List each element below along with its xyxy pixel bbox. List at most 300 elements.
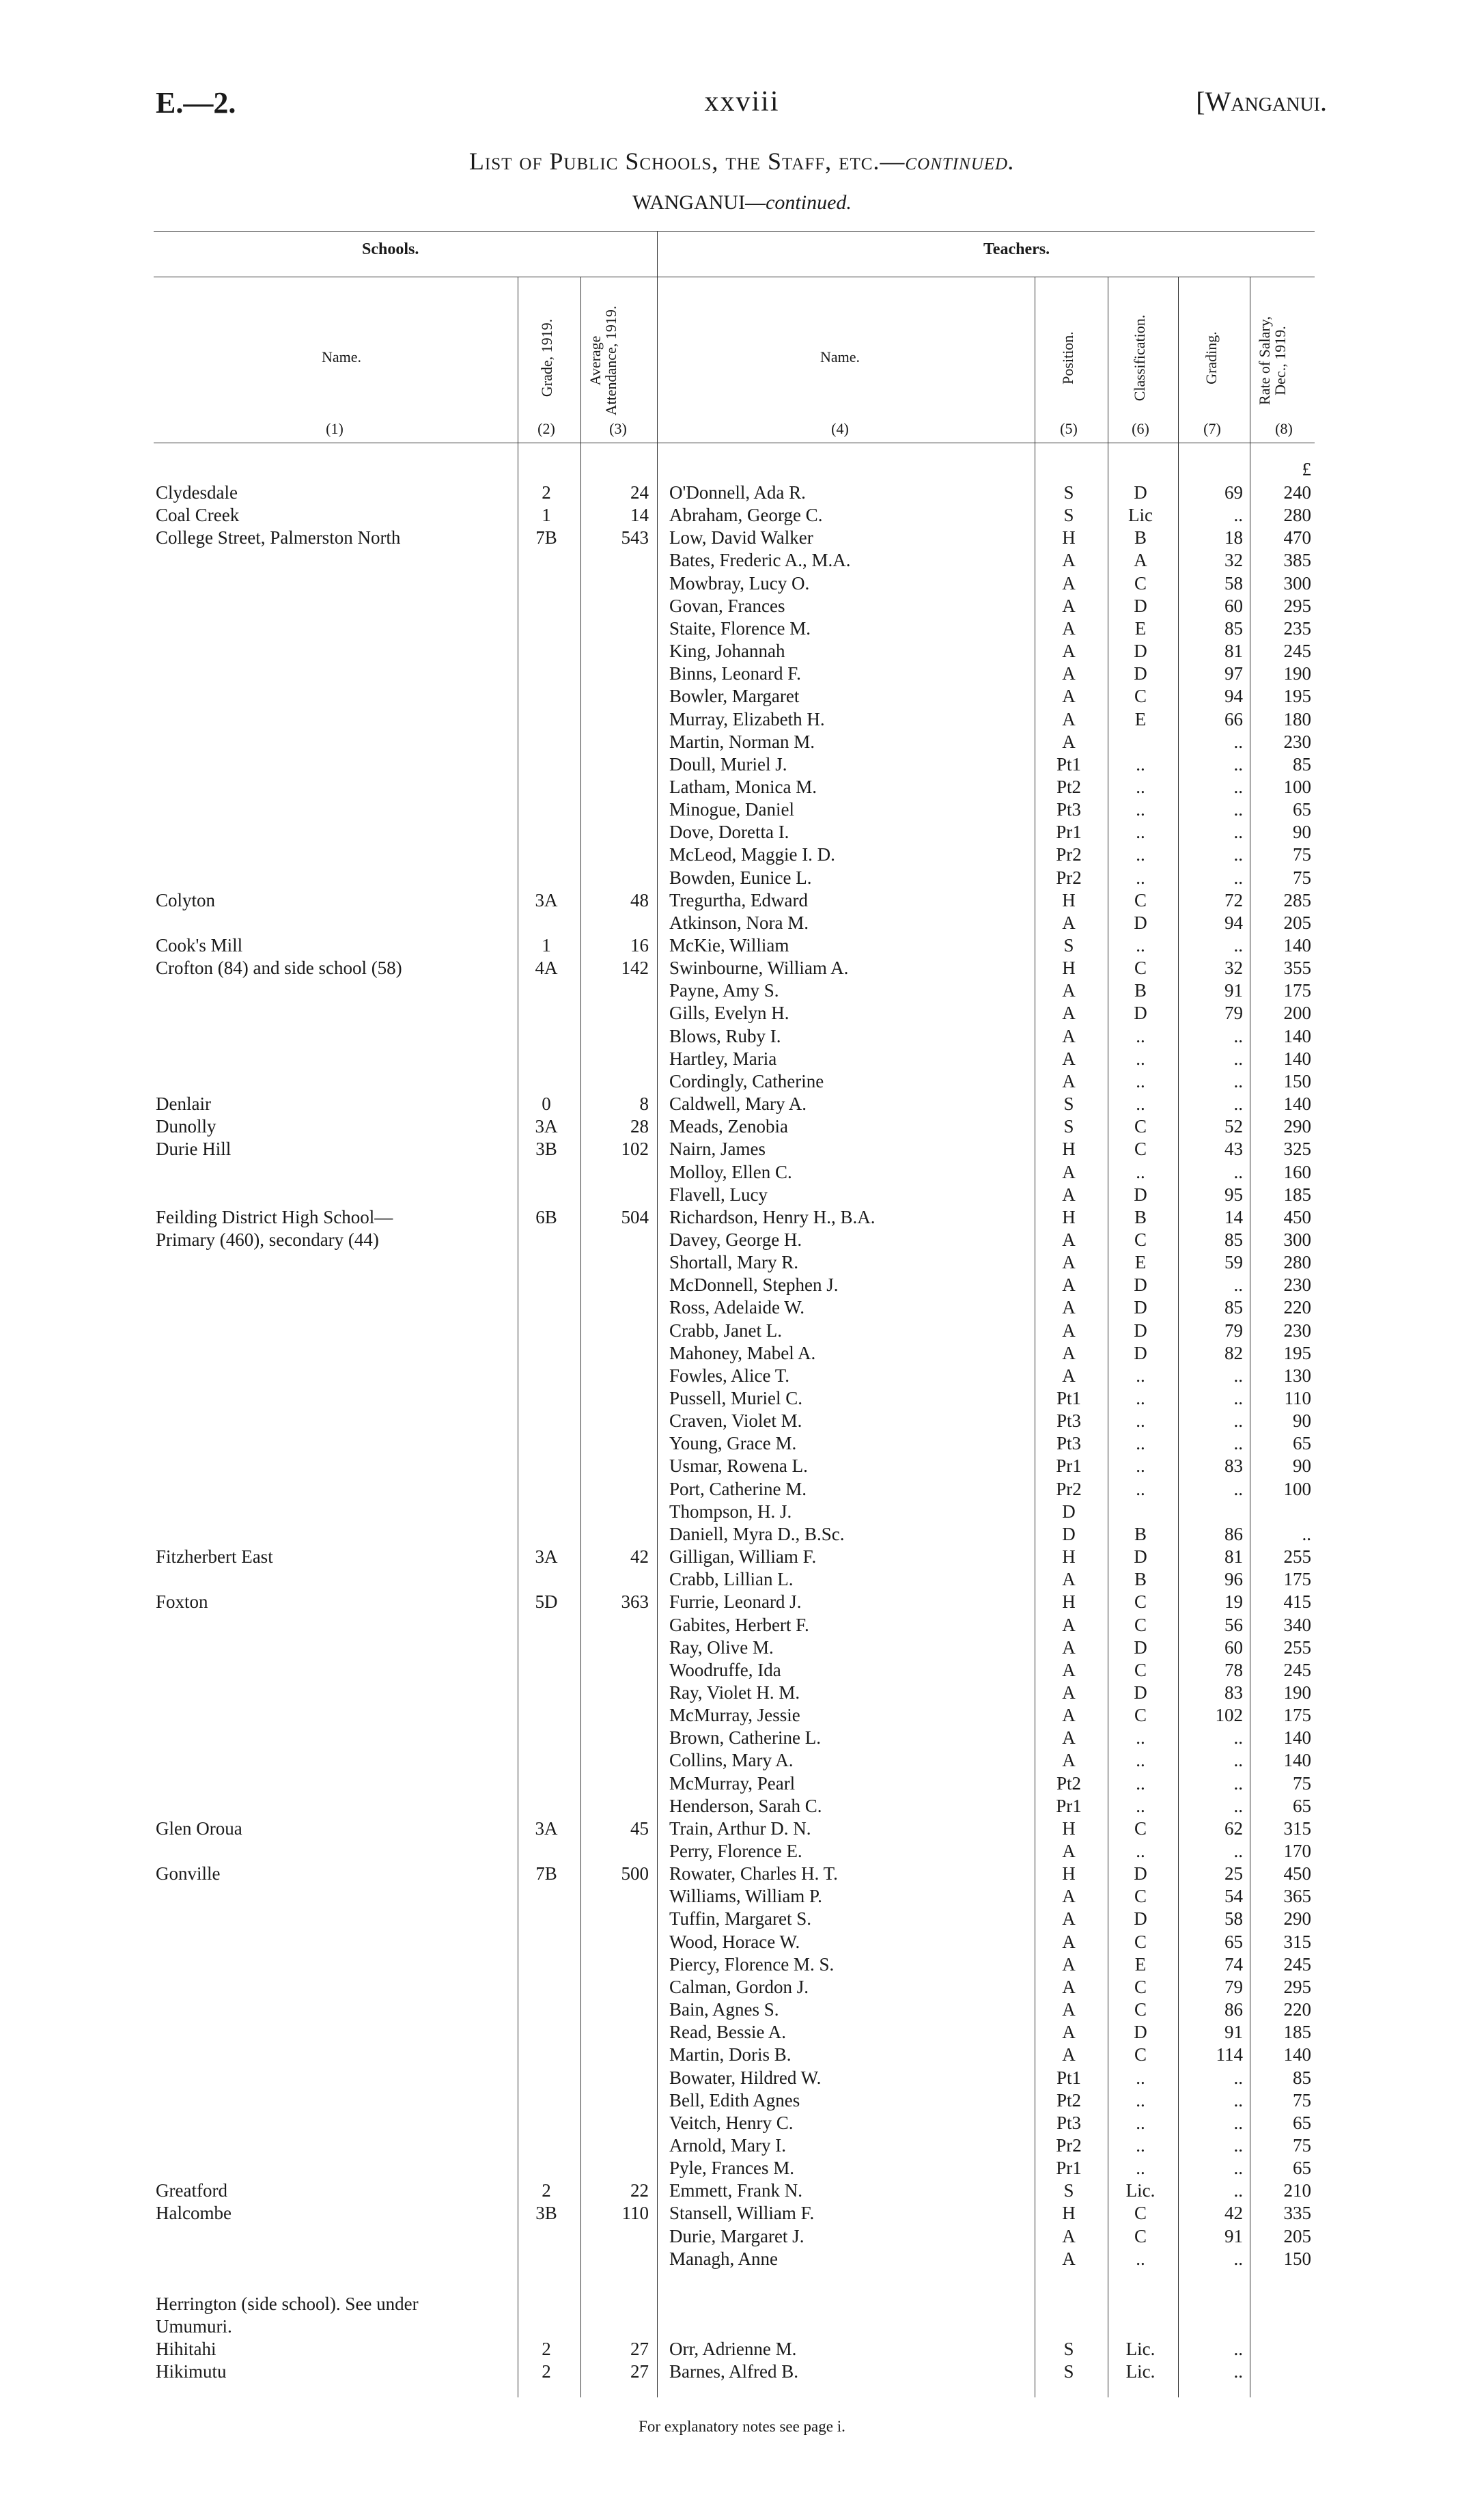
teacher-classification: D	[1134, 482, 1147, 503]
teacher-grading: ..	[1233, 2067, 1243, 2088]
teacher-salary: 65	[1293, 2158, 1311, 2179]
school-name: Hihitahi	[156, 2339, 216, 2360]
teacher-salary: 245	[1283, 1953, 1311, 1975]
table-row	[0, 776, 1484, 798]
teacher-name: Brown, Catherine L.	[669, 1727, 821, 1749]
teacher-grading: 66	[1224, 708, 1243, 729]
table-row	[0, 753, 1484, 776]
teacher-name: Crabb, Lillian L.	[669, 1569, 794, 1590]
teacher-position: A	[1062, 1931, 1076, 1952]
teacher-salary: 75	[1293, 1772, 1311, 1794]
table-row	[0, 1342, 1484, 1365]
teacher-name: Usmar, Rowena L.	[669, 1456, 808, 1477]
teacher-classification: B	[1134, 1569, 1147, 1590]
teacher-classification: D	[1134, 1003, 1147, 1024]
teacher-classification: C	[1134, 572, 1147, 594]
teacher-name: Swinbourne, William A.	[669, 958, 849, 979]
school-name: Hikimutu	[156, 2361, 227, 2382]
teacher-grading: 91	[1224, 2225, 1243, 2246]
teacher-name: Ray, Olive M.	[669, 1637, 774, 1658]
table-row	[0, 1251, 1484, 1274]
table-row	[0, 979, 1484, 1002]
teacher-name: Mowbray, Lucy O.	[669, 572, 810, 594]
teacher-position: H	[1062, 2203, 1076, 2224]
school-grade: 0	[542, 1094, 551, 1115]
table-row	[0, 2248, 1484, 2270]
teacher-classification: D	[1134, 1275, 1147, 1296]
teacher-name: Ray, Violet H. M.	[669, 1682, 800, 1703]
school-attendance: 110	[621, 2203, 649, 2224]
school-attendance: 24	[630, 482, 649, 503]
table-row	[0, 1025, 1484, 1048]
teacher-name: Bell, Edith Agnes	[669, 2089, 800, 2111]
school-grade: 3A	[535, 1546, 558, 1568]
teacher-grading: ..	[1233, 935, 1243, 956]
teacher-name: Rowater, Charles H. T.	[669, 1863, 838, 1884]
teacher-grading: ..	[1233, 1365, 1243, 1386]
table-row	[0, 1455, 1484, 1477]
teacher-grading: ..	[1233, 867, 1243, 888]
teacher-salary: 170	[1283, 1841, 1311, 1861]
teacher-position: Pr1	[1056, 1456, 1082, 1477]
teacher-name: Bates, Frederic A., M.A.	[669, 550, 851, 571]
teacher-salary: 65	[1293, 2112, 1311, 2133]
teacher-name: Gabites, Herbert F.	[669, 1614, 809, 1635]
teacher-classification: Lic.	[1125, 2361, 1156, 2382]
teacher-position: A	[1062, 1637, 1076, 1658]
teacher-grading: 69	[1224, 482, 1243, 503]
teacher-position: A	[1062, 1682, 1076, 1703]
teacher-classification: ..	[1136, 1070, 1145, 1091]
teacher-grading: ..	[1233, 1388, 1243, 1408]
teacher-classification: ..	[1136, 1433, 1145, 1454]
school-attendance: 363	[621, 1591, 649, 1613]
teacher-position: S	[1063, 482, 1074, 503]
teacher-position: Pr1	[1056, 1795, 1082, 1816]
teacher-grading: 60	[1224, 1637, 1243, 1658]
teacher-salary: 185	[1283, 2022, 1311, 2043]
teacher-classification: C	[1134, 1931, 1147, 1952]
teacher-classification: ..	[1136, 1048, 1145, 1069]
school-attendance: 504	[621, 1206, 649, 1227]
teacher-position: A	[1062, 1705, 1076, 1726]
teacher-position: Pr2	[1056, 867, 1082, 888]
school-name: Denlair	[156, 1094, 211, 1115]
teacher-classification: ..	[1136, 799, 1145, 820]
teacher-salary: 110	[1284, 1388, 1311, 1408]
teacher-salary: 200	[1283, 1003, 1311, 1024]
teacher-position: A	[1062, 2248, 1076, 2269]
teacher-name: Blows, Ruby I.	[669, 1025, 781, 1046]
table-row	[0, 1296, 1484, 1319]
page-code: E.—2.	[156, 86, 236, 120]
table-row	[0, 1614, 1484, 1637]
teacher-position: Pt1	[1056, 753, 1082, 775]
teacher-classification: ..	[1136, 844, 1145, 865]
teacher-name: Pussell, Muriel C.	[669, 1388, 803, 1408]
teacher-salary: 245	[1283, 1659, 1311, 1680]
teacher-position: A	[1062, 1252, 1076, 1273]
teacher-salary: 220	[1283, 1999, 1311, 2020]
teacher-position: Pr1	[1056, 2158, 1082, 2179]
teacher-name: Shortall, Mary R.	[669, 1252, 798, 1273]
teacher-grading: 91	[1224, 2022, 1243, 2043]
teacher-classification: ..	[1136, 1365, 1145, 1386]
teacher-classification: D	[1134, 1682, 1147, 1703]
teacher-classification: ..	[1136, 753, 1145, 775]
table-row	[0, 1998, 1484, 2021]
school-attendance: 28	[630, 1116, 649, 1137]
table-row	[0, 663, 1484, 685]
teacher-salary: 90	[1293, 1456, 1311, 1477]
table-row	[0, 1070, 1484, 1093]
table-row	[0, 934, 1484, 957]
teacher-grading: 96	[1224, 1569, 1243, 1590]
teacher-salary: 190	[1283, 1682, 1311, 1703]
table-row	[0, 2044, 1484, 2066]
teacher-classification: C	[1134, 2203, 1147, 2224]
teacher-salary: 450	[1283, 1206, 1311, 1227]
teacher-classification: Lic.	[1125, 2339, 1156, 2360]
teacher-classification: ..	[1136, 1410, 1145, 1432]
teacher-name: O'Donnell, Ada R.	[669, 482, 806, 503]
teacher-salary: 140	[1283, 2044, 1311, 2065]
teacher-name: Daniell, Myra D., B.Sc.	[669, 1523, 845, 1544]
teacher-salary: 355	[1283, 958, 1311, 979]
school-name: Coal Creek	[156, 505, 240, 526]
school-grade: 3A	[535, 1817, 558, 1839]
teacher-salary: 85	[1293, 2067, 1311, 2088]
teacher-classification: D	[1134, 1546, 1147, 1568]
table-row	[0, 1410, 1484, 1432]
teacher-salary: 205	[1283, 912, 1311, 933]
teacher-classification: C	[1134, 889, 1147, 910]
teacher-grading: 18	[1224, 527, 1243, 548]
teacher-salary: 65	[1293, 1795, 1311, 1816]
teacher-classification: E	[1134, 617, 1147, 639]
teacher-grading: ..	[1233, 1410, 1243, 1432]
teacher-classification: D	[1134, 641, 1147, 662]
teacher-salary: 75	[1293, 844, 1311, 865]
teacher-name: Stansell, William F.	[669, 2203, 815, 2224]
teacher-position: S	[1063, 935, 1074, 956]
teacher-position: A	[1062, 731, 1076, 752]
school-name: Glen Oroua	[156, 1817, 242, 1839]
teacher-position: D	[1062, 1523, 1076, 1544]
teacher-salary: 205	[1283, 2225, 1311, 2246]
col-num-5: (5)	[1060, 420, 1078, 437]
teacher-name: Henderson, Sarah C.	[669, 1795, 822, 1816]
teacher-position: Pt3	[1056, 2112, 1082, 2133]
teacher-salary: 140	[1283, 1048, 1311, 1069]
teacher-position: A	[1062, 1003, 1076, 1024]
teacher-position: A	[1062, 2225, 1076, 2246]
teacher-position: S	[1063, 2180, 1074, 2201]
teacher-classification: D	[1134, 663, 1147, 684]
table-row	[0, 685, 1484, 708]
teacher-grading: ..	[1233, 1795, 1243, 1816]
teacher-position: A	[1062, 1999, 1076, 2020]
teacher-grading: ..	[1233, 753, 1243, 775]
teacher-grading: 14	[1224, 1206, 1243, 1227]
classification-header: Classification.	[1131, 314, 1148, 402]
teacher-name: Furrie, Leonard J.	[669, 1591, 802, 1613]
teacher-name: Tregurtha, Edward	[669, 889, 808, 910]
teacher-grading: 86	[1224, 1999, 1243, 2020]
school-grade: 1	[542, 505, 551, 526]
school-name: College Street, Palmerston North	[156, 527, 401, 548]
teacher-name: Flavell, Lucy	[669, 1184, 768, 1205]
teacher-name: Read, Bessie A.	[669, 2022, 786, 2043]
table-row	[0, 1908, 1484, 1930]
teacher-grading: 56	[1224, 1614, 1243, 1635]
teacher-position: A	[1062, 1161, 1076, 1182]
teacher-position: Pt2	[1056, 2089, 1082, 2111]
table-row	[0, 1682, 1484, 1704]
teacher-classification: C	[1134, 1999, 1147, 2020]
school-grade: 3A	[535, 1116, 558, 1137]
teacher-classification: C	[1134, 1886, 1147, 1907]
school-grade: 7B	[535, 1863, 557, 1884]
teacher-salary: 160	[1283, 1161, 1311, 1182]
teacher-name: Woodruffe, Ida	[669, 1659, 781, 1680]
grading-header: Grading.	[1203, 331, 1220, 385]
teacher-salary: 100	[1283, 1478, 1311, 1499]
teacher-salary: 65	[1293, 799, 1311, 820]
school-grade: 6B	[535, 1206, 557, 1227]
table-row	[0, 2112, 1484, 2134]
teacher-position: H	[1062, 1817, 1076, 1839]
teacher-name: Bowater, Hildred W.	[669, 2067, 822, 2088]
teacher-name: Dove, Doretta I.	[669, 822, 789, 843]
school-attendance: 42	[630, 1546, 649, 1568]
table-row	[0, 1795, 1484, 1817]
table-row	[0, 2179, 1484, 2202]
teacher-position: A	[1062, 1841, 1076, 1861]
table-row	[0, 2225, 1484, 2248]
teacher-salary: 450	[1283, 1863, 1311, 1884]
table-row	[0, 1637, 1484, 1659]
teacher-classification: C	[1134, 1116, 1147, 1137]
school-name: Cook's Mill	[156, 935, 243, 956]
teacher-salary: 100	[1283, 776, 1311, 797]
table-row	[0, 2089, 1484, 2112]
teacher-position: A	[1062, 912, 1076, 933]
teacher-name: King, Johannah	[669, 641, 785, 662]
school-name: Crofton (84) and side school (58)	[156, 958, 402, 979]
col-num-2: (2)	[537, 420, 555, 437]
teacher-name: Williams, William P.	[669, 1886, 822, 1907]
teacher-grading: ..	[1233, 2180, 1243, 2201]
teacher-classification: D	[1134, 1184, 1147, 1205]
teacher-salary: 290	[1283, 1908, 1311, 1930]
teacher-classification: C	[1134, 2225, 1147, 2246]
teacher-salary: 175	[1283, 980, 1311, 1001]
teacher-name: Caldwell, Mary A.	[669, 1094, 807, 1115]
teacher-position: A	[1062, 1320, 1076, 1341]
teacher-grading: ..	[1233, 1727, 1243, 1749]
teacher-grading: 79	[1224, 1976, 1243, 1997]
teachers-group-header: Teachers.	[983, 240, 1050, 258]
teacher-position: H	[1062, 1206, 1076, 1227]
teacher-grading: ..	[1233, 844, 1243, 865]
teacher-salary: 255	[1283, 1637, 1311, 1658]
teacher-name: Collins, Mary A.	[669, 1750, 794, 1771]
teacher-position: Pt1	[1056, 2067, 1082, 2088]
teacher-salary: 175	[1283, 1569, 1311, 1590]
teacher-position: A	[1062, 1953, 1076, 1975]
teacher-name: Nairn, James	[669, 1139, 766, 1160]
teacher-name: Ross, Adelaide W.	[669, 1297, 805, 1318]
teacher-name: Meads, Zenobia	[669, 1116, 788, 1137]
teacher-classification: A	[1134, 550, 1147, 571]
attendance-header: Average Attendance, 1919.	[587, 305, 620, 416]
teacher-classification: C	[1134, 1817, 1147, 1839]
teacher-classification: D	[1134, 1297, 1147, 1318]
teacher-classification: E	[1134, 708, 1147, 729]
table-row	[0, 708, 1484, 731]
teacher-position: A	[1062, 2022, 1076, 2043]
teacher-grading: 94	[1224, 686, 1243, 707]
table-row	[0, 1659, 1484, 1682]
school-grade: 4A	[535, 958, 558, 979]
table-row	[0, 2202, 1484, 2225]
teacher-salary: 230	[1283, 1275, 1311, 1296]
teacher-classification: ..	[1136, 2089, 1145, 2111]
teacher-grading: ..	[1233, 505, 1243, 526]
table-row	[0, 1093, 1484, 1115]
teacher-salary: 300	[1283, 1229, 1311, 1250]
teacher-grading: ..	[1233, 731, 1243, 752]
teacher-salary: 315	[1283, 1817, 1311, 1839]
teacher-salary: 295	[1283, 1976, 1311, 1997]
teacher-salary: 75	[1293, 2089, 1311, 2111]
col-num-1: (1)	[326, 420, 344, 437]
teacher-name: Arnold, Mary I.	[669, 2134, 786, 2156]
teacher-classification: ..	[1136, 1772, 1145, 1794]
teacher-salary: 75	[1293, 2134, 1311, 2156]
school-grade: 3B	[535, 1139, 557, 1160]
teacher-grading: ..	[1233, 1841, 1243, 1861]
teacher-position: Pr2	[1056, 844, 1082, 865]
table-row	[0, 482, 1484, 504]
table-row	[0, 2067, 1484, 2089]
table-row	[0, 1115, 1484, 1138]
teacher-grading: 94	[1224, 912, 1243, 933]
teacher-name: Gills, Evelyn H.	[669, 1003, 789, 1024]
teacher-salary: 85	[1293, 753, 1311, 775]
grade-header: Grade, 1919.	[538, 318, 555, 398]
teacher-classification: ..	[1136, 1388, 1145, 1408]
teacher-classification: ..	[1136, 867, 1145, 888]
teacher-grading: 62	[1224, 1817, 1243, 1839]
teacher-classification: D	[1134, 1863, 1147, 1884]
teacher-classification: C	[1134, 2044, 1147, 2065]
teacher-position: A	[1062, 1229, 1076, 1250]
teacher-position: A	[1062, 1275, 1076, 1296]
teacher-position: A	[1062, 1070, 1076, 1091]
school-grade: 7B	[535, 527, 557, 548]
teacher-classification: ..	[1136, 1094, 1145, 1115]
teacher-name: Crabb, Janet L.	[669, 1320, 782, 1341]
teacher-position: S	[1063, 2339, 1074, 2360]
teacher-name: Tuffin, Margaret S.	[669, 1908, 812, 1930]
teacher-name: Molloy, Ellen C.	[669, 1161, 792, 1182]
teacher-salary: 335	[1283, 2203, 1311, 2224]
table-row	[0, 1523, 1484, 1546]
teacher-classification: D	[1134, 595, 1147, 616]
teacher-position: A	[1062, 1750, 1076, 1771]
table-row	[0, 1184, 1484, 1206]
teacher-position: A	[1062, 2044, 1076, 2065]
teacher-grading: 79	[1224, 1003, 1243, 1024]
school-attendance: 14	[630, 505, 649, 526]
teacher-position: Pt3	[1056, 1433, 1082, 1454]
page-title-cont: continued.	[905, 148, 1016, 175]
table-row	[0, 2315, 1484, 2338]
teacher-grading: ..	[1233, 2089, 1243, 2111]
table-row	[0, 1274, 1484, 1296]
table-row	[0, 1772, 1484, 1795]
teacher-position: Pt2	[1056, 776, 1082, 797]
teacher-classification: C	[1134, 686, 1147, 707]
table-row	[0, 1161, 1484, 1184]
teacher-grading: 59	[1224, 1252, 1243, 1273]
teacher-classification: ..	[1136, 1478, 1145, 1499]
table-row	[0, 867, 1484, 889]
teacher-classification: ..	[1136, 1161, 1145, 1182]
teacher-grading: 85	[1224, 617, 1243, 639]
teacher-position: Pr1	[1056, 822, 1082, 843]
teacher-position: A	[1062, 550, 1076, 571]
schools-group-header: Schools.	[362, 240, 419, 258]
col-num-6: (6)	[1132, 420, 1149, 437]
teacher-position: S	[1063, 1094, 1074, 1115]
teacher-salary: 255	[1283, 1546, 1311, 1568]
teacher-name: Emmett, Frank N.	[669, 2180, 802, 2201]
teacher-name: Martin, Norman M.	[669, 731, 815, 752]
table-row	[0, 1138, 1484, 1160]
position-header: Position.	[1059, 331, 1076, 385]
table-row	[0, 912, 1484, 934]
school-grade: 2	[542, 2180, 551, 2201]
teacher-grading: 32	[1224, 550, 1243, 571]
pound-symbol: £	[1302, 459, 1311, 479]
teacher-position: A	[1062, 1297, 1076, 1318]
teacher-salary: 340	[1283, 1614, 1311, 1635]
teacher-salary: 210	[1283, 2180, 1311, 2201]
teacher-salary: 315	[1283, 1931, 1311, 1952]
teacher-name: Thompson, H. J.	[669, 1501, 792, 1522]
table-row	[0, 640, 1484, 663]
teacher-salary: 280	[1283, 505, 1311, 526]
teacher-name: Murray, Elizabeth H.	[669, 708, 825, 729]
page-subtitle-cont: continued.	[766, 191, 852, 214]
teacher-name: Minogue, Daniel	[669, 799, 794, 820]
table-row	[0, 504, 1484, 527]
teacher-position: H	[1062, 527, 1076, 548]
table-row	[0, 2270, 1484, 2293]
school-attendance: 500	[621, 1863, 649, 1884]
teacher-salary: 140	[1283, 1025, 1311, 1046]
teacher-name: Martin, Doris B.	[669, 2044, 792, 2065]
table-row	[0, 1976, 1484, 1998]
teacher-position: S	[1063, 2361, 1074, 2382]
school-attendance: 48	[630, 889, 649, 910]
teacher-classification: C	[1134, 1614, 1147, 1635]
table-row	[0, 1546, 1484, 1568]
school-name: Umumuri.	[156, 2316, 232, 2337]
